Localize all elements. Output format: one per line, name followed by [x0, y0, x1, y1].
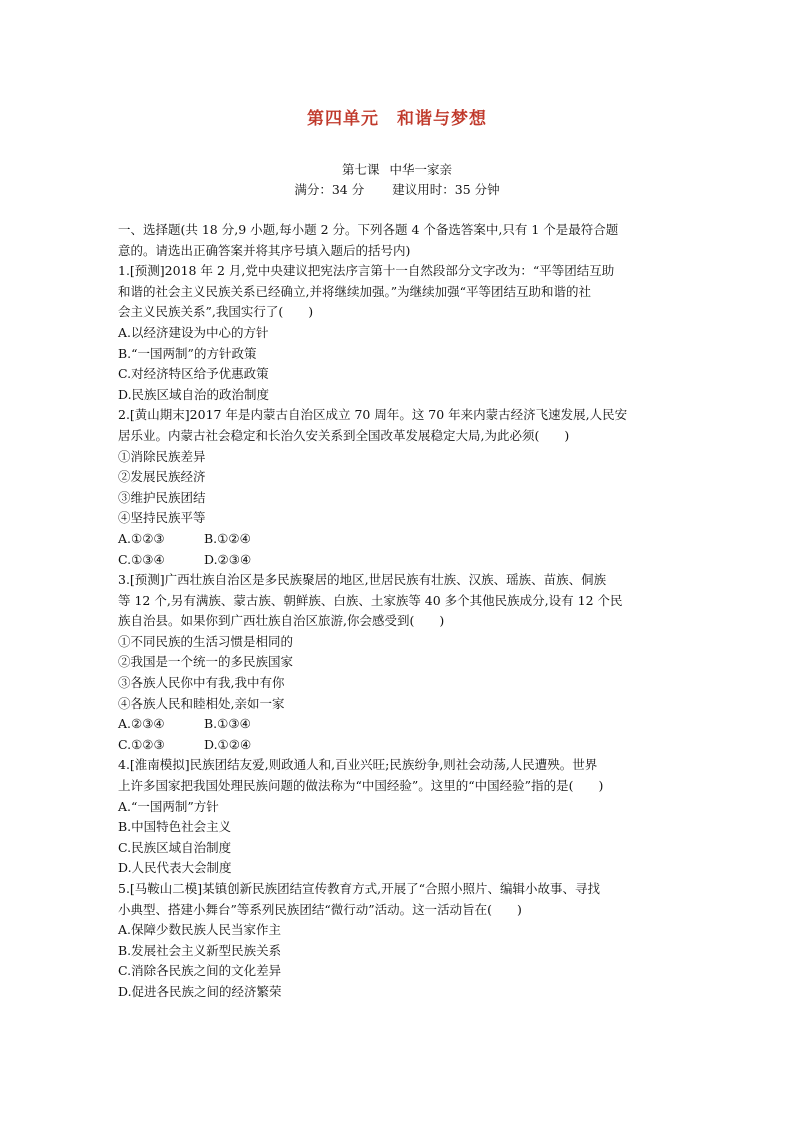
- unit-title: [0, 104, 794, 129]
- answer-option: A.以经济建设为中心的方针: [118, 324, 269, 340]
- answer-option: B.①③④: [204, 716, 251, 732]
- answer-option: B.“一国两制”的方针政策: [118, 345, 257, 361]
- answer-option: A.保障少数民族人民当家作主: [118, 922, 282, 938]
- answer-option-row: [118, 550, 678, 571]
- answer-option: A.②③④: [118, 716, 165, 732]
- answer-option: C.①③④: [118, 551, 165, 567]
- answer-option: A.“一国两制”方针: [118, 798, 219, 814]
- answer-option: C.对经济特区给予优惠政策: [118, 366, 269, 382]
- answer-option-row: [118, 529, 678, 550]
- section-intro-line: 一、选择题(共 18 分,9 小题,每小题 2 分。下列各题 4 个备选答案中,只有 1 个是最符合题: [118, 222, 619, 237]
- lesson-title: [0, 160, 794, 180]
- section-intro-line: 意的。请选出正确答案并将其序号填入题后的括号内): [118, 242, 411, 258]
- question-line: 5.[马鞍山二模]某镇创新民族团结宣传教育方式,开展了“合照小照片、编辑小故事、寻找: [118, 881, 601, 896]
- answer-option: B.①②④: [204, 530, 251, 546]
- statement-item: ④各族人民和睦相处,亲如一家: [118, 695, 285, 711]
- answer-option-row: [118, 735, 678, 756]
- lesson-header: [0, 160, 794, 200]
- question-line: 居乐业。内蒙古社会稳定和长治久安关系到全国改革发展稳定大局,为此必须( ): [118, 427, 570, 443]
- question-line: 4.[淮南模拟]民族团结友爱,则政通人和,百业兴旺;民族纷争,则社会动荡,人民遭殃。世界: [118, 757, 598, 773]
- statement-item: ③各族人民你中有我,我中有你: [118, 675, 285, 691]
- answer-option: D.②③④: [204, 551, 252, 567]
- answer-option: C.消除各民族之间的文化差异: [118, 963, 282, 979]
- question-line: 会主义民族关系”,我国实行了( ): [118, 304, 314, 320]
- question-line: 族自治县。如果你到广西壮族自治区旅游,你会感受到( ): [118, 613, 445, 629]
- statement-item: ②发展民族经济: [118, 469, 206, 485]
- answer-option: D.①②④: [204, 736, 252, 752]
- answer-option: C.①②③: [118, 736, 165, 752]
- score-text: 满分：34 分: [294, 182, 365, 197]
- time-text: 建议用时：35 分钟: [392, 182, 500, 197]
- answer-option: B.发展社会主义新型民族关系: [118, 942, 282, 958]
- question-line: 2.[黄山期末]2017 年是内蒙古自治区成立 70 周年。这 70 年来内蒙古经济飞速发展,人民安: [118, 407, 628, 423]
- answer-option-row: [118, 714, 678, 735]
- question-line: 1.[预测]2018 年 2 月,党中央建议把宪法序言第十一自然段部分文字改为：“平等团结互助: [118, 263, 615, 279]
- answer-option: D.人民代表大会制度: [118, 860, 232, 876]
- question-line: 等 12 个,另有满族、蒙古族、朝鲜族、白族、土家族等 40 多个其他民族成分,设有 12 个民: [118, 592, 623, 608]
- question-line: 和谐的社会主义民族关系已经确立,并将继续加强。”为继续加强“平等团结互助和谐的社: [118, 283, 592, 299]
- questions: [118, 220, 678, 1003]
- question-line: 上许多国家把我国处理民族问题的做法称为“中国经验”。这里的“中国经验”指的是( ): [118, 778, 604, 794]
- lesson-meta: [0, 180, 794, 200]
- unit-label: 第四单元: [307, 109, 379, 129]
- answer-option: C.民族区域自治制度: [118, 839, 232, 855]
- question-line: 小典型、搭建小舞台”等系列民族团结“微行动”活动。这一活动旨在( ): [118, 901, 522, 917]
- statement-item: ①不同民族的生活习惯是相同的: [118, 633, 294, 649]
- statement-item: ④坚持民族平等: [118, 510, 206, 526]
- question-line: 3.[预测]广西壮族自治区是多民族聚居的地区,世居民族有壮族、汉族、瑶族、苗族、侗族: [118, 572, 607, 588]
- answer-option: D.促进各民族之间的经济繁荣: [118, 983, 282, 999]
- statement-item: ①消除民族差异: [118, 448, 206, 464]
- answer-option: B.中国特色社会主义: [118, 819, 232, 835]
- lesson-label: 第七课: [341, 162, 380, 177]
- statement-item: ③维护民族团结: [118, 489, 206, 505]
- lesson-name: 中华一家亲: [389, 162, 453, 177]
- answer-option: A.①②③: [118, 530, 165, 546]
- unit-name: 和谐与梦想: [397, 109, 487, 129]
- answer-option: D.民族区域自治的政治制度: [118, 386, 270, 402]
- statement-item: ②我国是一个统一的多民族国家: [118, 654, 294, 670]
